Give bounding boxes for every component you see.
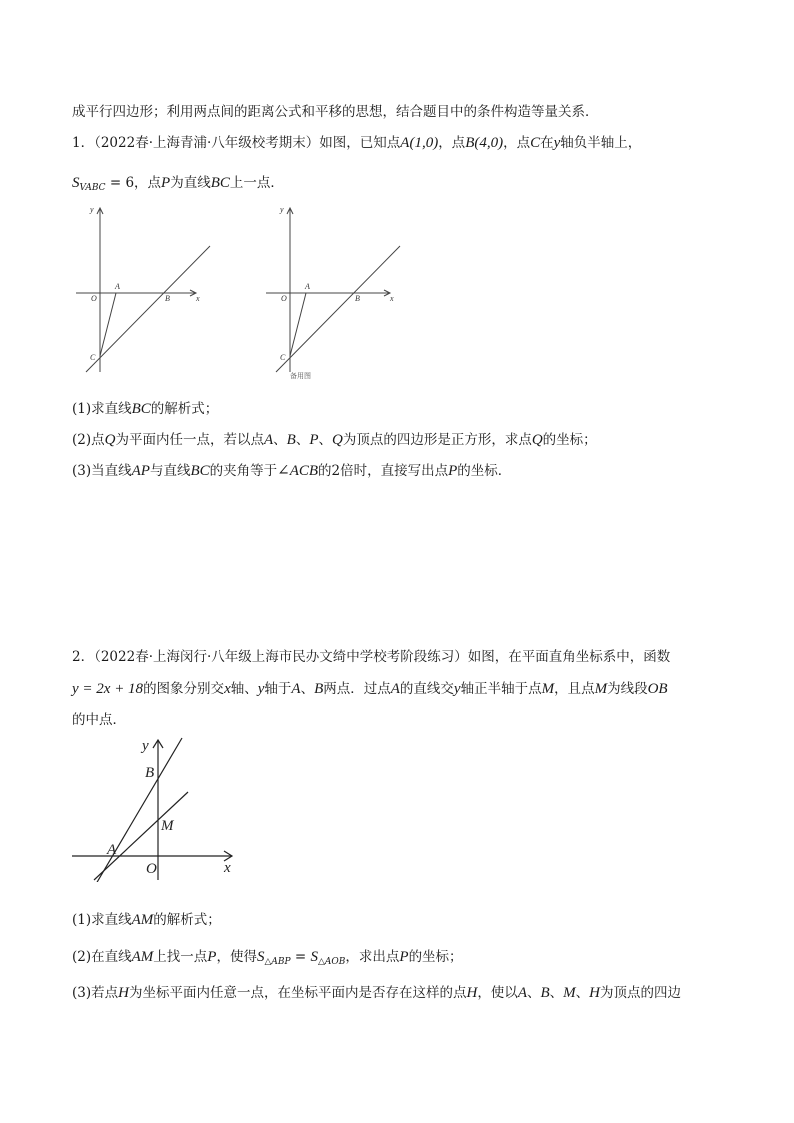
q1-figure-main: [70, 200, 220, 380]
q2-sub2: (2)在直线AM上找一点P，使得$S_{\triangle ABP} = S_{\triangle AOB}$，求出点P的坐标；: [72, 949, 463, 967]
q1-sub2: (2)点Q为平面内任一点，若以点A、B、P、Q为顶点的四边形是正方形，求点Q的坐标；: [72, 432, 597, 448]
label-o: O: [146, 861, 157, 877]
label-a: A: [305, 282, 310, 291]
label-o: O: [91, 294, 97, 303]
q2-sub1: (1)求直线AM的解析式；: [72, 912, 221, 928]
label-x: x: [224, 860, 231, 876]
label-b: B: [145, 765, 155, 781]
label-x: x: [390, 294, 394, 303]
intro-text: 成平行四边形；利用两点间的距离公式和平移的思想，结合题目中的条件构造等量关系．: [72, 104, 599, 120]
q1-figure-spare: [260, 200, 410, 380]
label-c: C: [90, 353, 96, 362]
q1-stem-line1: 1．（2022春·上海青浦·八年级校考期末）如图，已知点A(1,0)，点B(4,0)，点C在y轴负半轴上，: [72, 135, 642, 151]
q2-stem-line2: y = 2x + 18的图象分别交x轴、y轴于A、B两点．过点A的直线交y轴正半轴于点M，且点M为线段OB: [72, 681, 668, 697]
label-b: B: [165, 294, 170, 303]
q2-sub3: (3)若点H为坐标平面内任意一点，在坐标平面内是否存在这样的点H，使以A、B、M、H为顶点的四边: [72, 985, 681, 1001]
q1-sub3: (3)当直线AP与直线BC的夹角等于∠ACB的2倍时，直接写出点P的坐标．: [72, 463, 512, 479]
label-c: C: [280, 353, 286, 362]
label-a: A: [115, 282, 120, 291]
q2-stem-line3: 的中点．: [72, 712, 126, 728]
q2-figure: [68, 732, 248, 882]
label-o: O: [281, 294, 287, 303]
q2-stem-line1: 2．（2022春·上海闵行·八年级上海市民办文绮中学校考阶段练习）如图，在平面直角坐标系中，函数: [72, 649, 671, 665]
segment-ac: [100, 293, 116, 356]
line-bc: [86, 246, 210, 372]
label-x: x: [196, 294, 200, 303]
label-a: A: [107, 842, 117, 858]
label-y: y: [280, 205, 284, 214]
label-y: y: [90, 205, 94, 214]
segment-ac: [290, 293, 306, 356]
label-y: y: [142, 738, 149, 754]
label-m: M: [161, 818, 174, 834]
q1-sub1: (1)求直线BC的解析式；: [72, 401, 219, 417]
line-bc: [276, 246, 400, 372]
line-am: [94, 792, 188, 880]
figure-caption: 备用图: [290, 372, 311, 380]
q1-stem-line2: $S_{VABC} = 6$，点P为直线BC上一点．: [72, 175, 284, 193]
label-b: B: [355, 294, 360, 303]
